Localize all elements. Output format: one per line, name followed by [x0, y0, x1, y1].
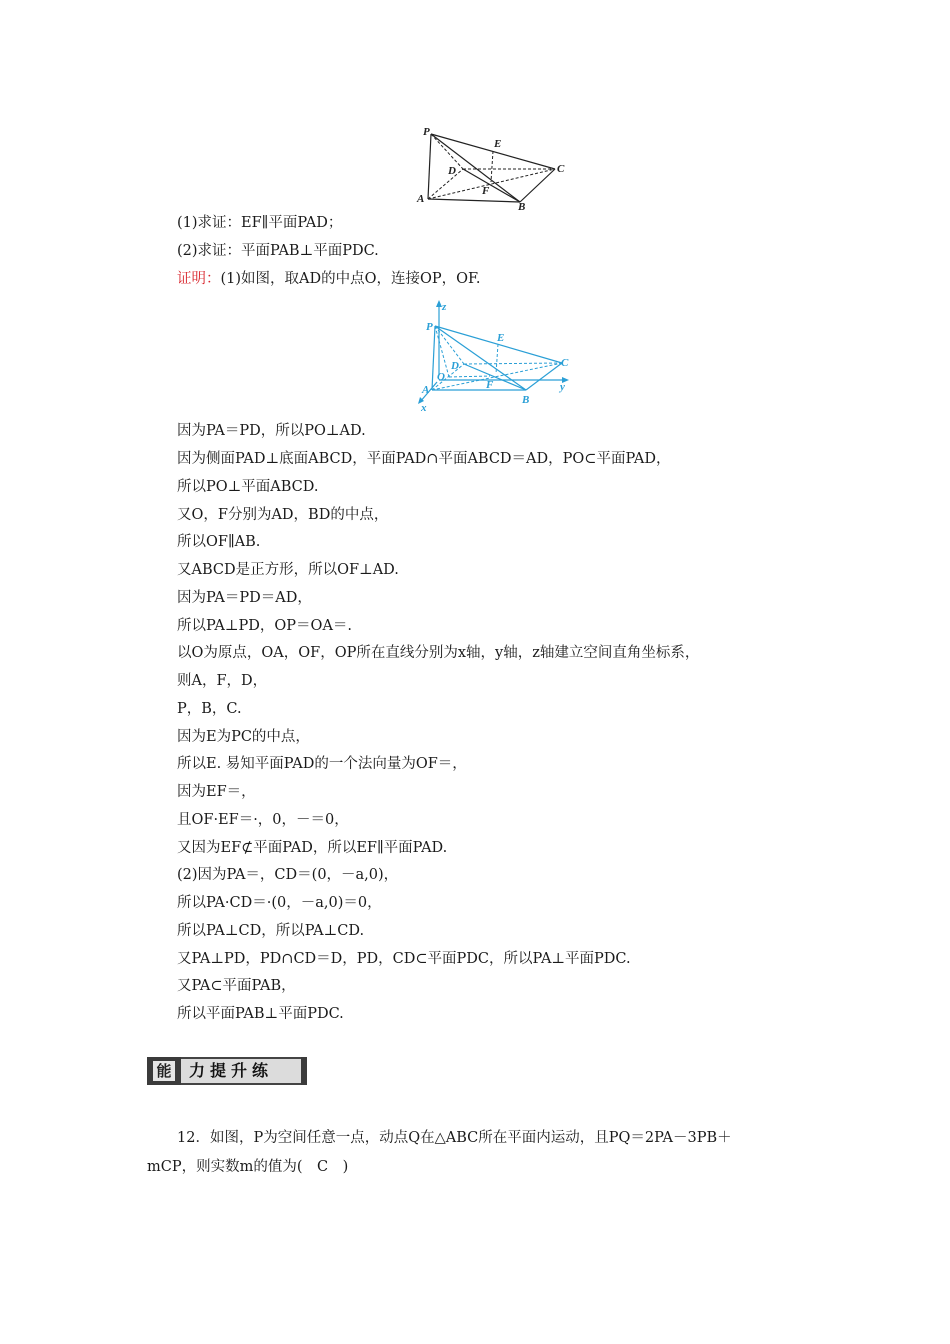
proof-line: 又ABCD是正方形，所以OF⊥AD. [177, 562, 399, 578]
proof-line: P，B，C. [177, 701, 242, 717]
banner-title: 力提升练 [189, 1061, 274, 1080]
banner-cap [301, 1057, 307, 1085]
label-B: B [518, 201, 526, 212]
label-D: D [451, 360, 459, 372]
proof-line: 又PA⊂平面PAB， [177, 978, 296, 994]
proof-line: 又因为EF⊄平面PAD，所以EF∥平面PAD. [177, 840, 448, 856]
label-C: C [557, 163, 565, 175]
label-C: C [561, 357, 569, 369]
proof-line: 因为PA＝PD＝AD， [177, 590, 312, 606]
axis-label-x: x [421, 402, 427, 414]
label-O: O [437, 371, 445, 383]
label-F: F [486, 379, 494, 391]
pyramid-figure-1 [414, 124, 574, 212]
proof-intro [177, 269, 480, 289]
banner-title-box [181, 1057, 301, 1085]
label-B: B [522, 394, 530, 406]
proof-line: 又PA⊥PD，PD∩CD＝D，PD，CD⊂平面PDC，所以PA⊥平面PDC. [177, 951, 631, 967]
label-F: F [482, 185, 490, 197]
proof-line: 又O，F分别为AD，BD的中点， [177, 507, 389, 523]
label-P: P [426, 321, 433, 333]
proof-label: 证明： [177, 271, 221, 287]
label-A: A [417, 193, 425, 205]
proof-line: (2)因为PA＝，CD＝(0，－a,0)， [177, 867, 399, 883]
label-E: E [497, 332, 505, 344]
proof-line: 所以PA·CD＝·(0，－a,0)＝0， [177, 895, 382, 911]
proof-line: 因为E为PC的中点， [177, 729, 310, 745]
label-A: A [422, 384, 430, 396]
proof-line: 所以PO⊥平面ABCD. [177, 479, 319, 495]
question-part-2: (2)求证：平面PAB⊥平面PDC. [177, 243, 379, 259]
pyramid-figure-2 [412, 300, 572, 414]
proof-line: 所以OF∥AB. [177, 534, 261, 550]
question-12-line-2: mCP，则实数m的值为( C ) [147, 1159, 349, 1175]
proof-line: 所以平面PAB⊥平面PDC. [177, 1006, 344, 1022]
proof-line: 所以E. 易知平面PAD的一个法向量为OF＝， [177, 756, 467, 772]
proof-line: 所以PA⊥PD，OP＝OA＝. [177, 618, 353, 634]
proof-line: 且OF·EF＝·，0，－＝0， [177, 812, 349, 828]
label-E: E [494, 138, 502, 150]
proof-line: 因为侧面PAD⊥底面ABCD，平面PAD∩平面ABCD＝AD，PO⊂平面PAD， [177, 451, 671, 467]
proof-line: 因为PA＝PD，所以PO⊥AD. [177, 423, 366, 439]
proof-line: 以O为原点，OA，OF，OP所在直线分别为x轴，y轴，z轴建立空间直角坐标系， [177, 645, 700, 661]
axis-label-y: y [560, 381, 565, 393]
proof-line: 所以PA⊥CD，所以PA⊥CD. [177, 923, 365, 939]
proof-step-1: (1)如图，取AD的中点O，连接OP，OF. [220, 271, 481, 287]
proof-line: 因为EF＝， [177, 784, 256, 800]
question-12-line-1: 12．如图，P为空间任意一点，动点Q在△ABC所在平面内运动，且PQ＝2PA－3PB＋ [177, 1130, 732, 1146]
question-part-1: (1)求证：EF∥平面PAD； [177, 215, 343, 231]
axis-label-z: z [442, 301, 447, 313]
label-P: P [423, 126, 430, 138]
proof-line: 则A，F，D， [177, 673, 268, 689]
banner-tag [147, 1057, 181, 1085]
label-D: D [448, 165, 456, 177]
banner-tag-text: 能 [153, 1061, 175, 1081]
